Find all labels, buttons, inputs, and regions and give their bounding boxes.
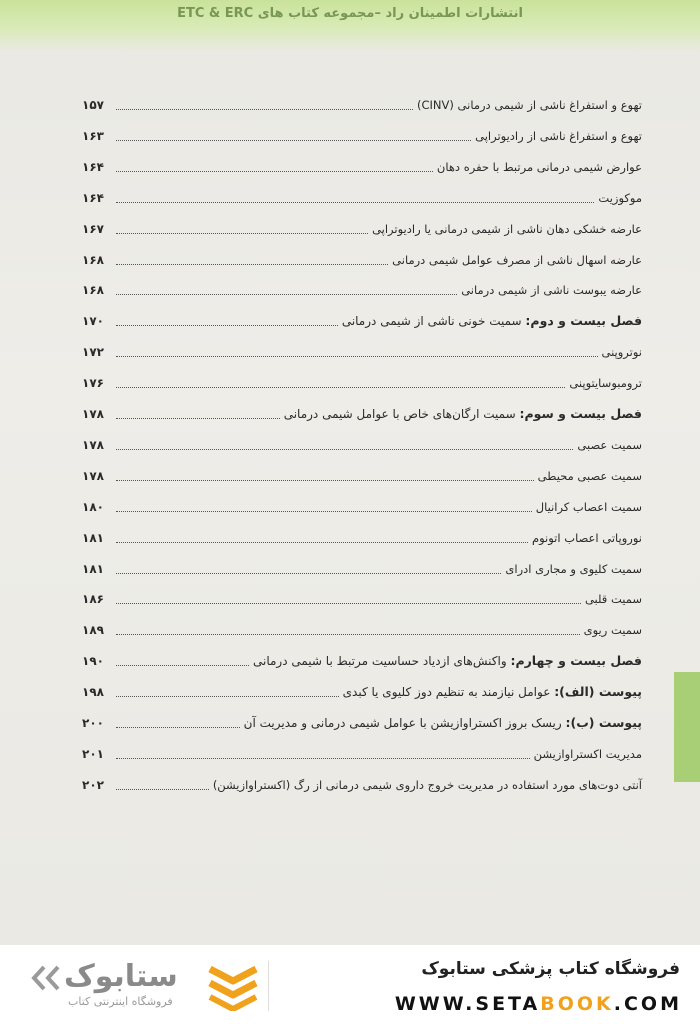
- toc-entry-title: [417, 98, 642, 114]
- entry-text: سمیت اعصاب کرانیال: [535, 500, 642, 514]
- toc-page-number: ۱۷۸: [82, 407, 104, 421]
- entry-text: نوتروپنی: [601, 345, 642, 359]
- entry-text: عوامل نیازمند به تنظیم دوز کلیوی یا کبدی: [342, 685, 555, 699]
- dot-leader: [116, 325, 338, 326]
- toc-entry[interactable]: [82, 772, 642, 794]
- toc-entry-title: [569, 376, 642, 392]
- toc-page-number: ۱۶۴: [82, 160, 104, 174]
- footer-divider: [268, 961, 269, 1011]
- entry-text: مدیریت اکستراوازیشن: [533, 747, 642, 761]
- toc-page-number: ۱۸۹: [82, 623, 104, 637]
- entry-text: سمیت عصبی: [577, 438, 642, 452]
- entry-text: ریسک بروز اکستراوازیشن با عوامل شیمی درمانی و مدیریت آن: [243, 716, 566, 730]
- toc-entry[interactable]: [82, 154, 642, 176]
- toc-page-number: ۱۸۶: [82, 592, 104, 606]
- chapter-label: فصل بیست و چهارم:: [510, 653, 642, 668]
- toc-entry[interactable]: [82, 525, 642, 547]
- toc-entry-title: [475, 129, 642, 145]
- dot-leader: [116, 140, 471, 141]
- toc-entry-title: [372, 222, 642, 238]
- store-footer: [0, 945, 700, 1024]
- entry-text: آنتی دوت‌های مورد استفاده در مدیریت خروج داروی شیمی درمانی از رگ (اکستراوازیشن): [212, 778, 642, 792]
- toc-entry-title: [461, 283, 642, 299]
- toc-entry-title: [392, 253, 642, 269]
- toc-page-number: ۱۶۷: [82, 222, 104, 236]
- setabook-logo[interactable]: [28, 957, 263, 1015]
- toc-page-number: ۱۷۲: [82, 345, 104, 359]
- toc-entry[interactable]: [82, 339, 642, 361]
- dot-leader: [116, 418, 280, 419]
- entry-text: عوارض شیمی درمانی مرتبط با حفره دهان: [436, 160, 642, 174]
- dot-leader: [116, 634, 580, 635]
- dot-leader: [116, 573, 501, 574]
- chapter-label: فصل بیست و سوم:: [519, 406, 642, 421]
- toc-page-number: ۱۸۱: [82, 562, 104, 576]
- chevrons-icon: [28, 963, 62, 993]
- toc-entry[interactable]: [82, 185, 642, 207]
- toc-page-number: ۱۷۰: [82, 314, 104, 328]
- entry-text: تهوع و استفراغ ناشی از شیمی درمانی (CINV): [417, 98, 642, 112]
- entry-text: ترومبوسایتوپنی: [569, 376, 642, 390]
- dot-leader: [116, 449, 573, 450]
- dot-leader: [116, 202, 594, 203]
- entry-text: عارضه اسهال ناشی از مصرف عوامل شیمی درمانی: [392, 253, 642, 267]
- logo-subtitle: فروشگاه اینترنتی کتاب: [68, 995, 173, 1008]
- toc-page-number: ۱۹۰: [82, 654, 104, 668]
- dot-leader: [116, 480, 534, 481]
- dot-leader: [116, 789, 209, 790]
- book-stack-icon: [206, 959, 260, 1011]
- toc-entry-title: [585, 592, 642, 608]
- store-name: فروشگاه کتاب پزشکی ستابوک: [421, 959, 680, 979]
- toc-page-number: ۱۸۰: [82, 500, 104, 514]
- toc-entry-title: [532, 531, 642, 547]
- dot-leader: [116, 171, 433, 172]
- toc-entry-title: [577, 438, 642, 454]
- store-url[interactable]: [395, 993, 682, 1015]
- logo-word: ستابوک: [64, 959, 178, 994]
- url-accent: BOOK: [540, 993, 614, 1015]
- toc-entry-title: [505, 562, 642, 578]
- toc-page-number: ۱۶۸: [82, 283, 104, 297]
- entry-text: عارضه خشکی دهان ناشی از شیمی درمانی یا رادیوتراپی: [372, 222, 642, 236]
- entry-text: تهوع و استفراغ ناشی از رادیوتراپی: [475, 129, 642, 143]
- toc-entry[interactable]: [82, 648, 642, 670]
- toc-entry-title: [253, 654, 642, 670]
- toc-entry[interactable]: [82, 432, 642, 454]
- chapter-label: فصل بیست و دوم:: [525, 313, 642, 328]
- toc-entry[interactable]: [82, 92, 642, 114]
- toc-entry-title: [598, 191, 642, 207]
- entry-text: سمیت کلیوی و مجاری ادرای: [505, 562, 642, 576]
- toc-entry-title: [584, 623, 642, 639]
- toc-entry[interactable]: [82, 401, 642, 423]
- toc-entry-title: [538, 469, 642, 485]
- toc-page-number: ۲۰۰: [82, 716, 104, 730]
- toc-page-number: ۱۶۴: [82, 191, 104, 205]
- toc-page-number: ۱۶۳: [82, 129, 104, 143]
- entry-text: سمیت عصبی محیطی: [537, 469, 642, 483]
- dot-leader: [116, 233, 368, 234]
- dot-leader: [116, 511, 532, 512]
- toc-entry-title: [602, 345, 643, 361]
- entry-text: نوروپاتی اعصاب اتونوم: [531, 531, 642, 545]
- dot-leader: [116, 603, 581, 604]
- toc-entry[interactable]: [82, 741, 642, 763]
- toc-page-number: ۱۷۶: [82, 376, 104, 390]
- entry-text: موکوزیت: [598, 191, 642, 205]
- toc-page-number: ۱۹۸: [82, 685, 104, 699]
- toc-entry[interactable]: [82, 679, 642, 701]
- dot-leader: [116, 665, 249, 666]
- toc-entry[interactable]: [82, 617, 642, 639]
- chapter-label: پیوست (ب):: [565, 715, 642, 730]
- toc-entry-title: [213, 778, 642, 794]
- dot-leader: [116, 696, 339, 697]
- toc-entry[interactable]: [82, 123, 642, 145]
- toc-page-number: ۲۰۲: [82, 778, 104, 792]
- toc-entry[interactable]: [82, 308, 642, 330]
- entry-text: سمیت ارگان‌های خاص با عوامل شیمی درمانی: [283, 407, 520, 421]
- running-header: انتشارات اطمینان راد –مجموعه کتاب های ETC & ERC: [177, 6, 523, 21]
- entry-text: واکنش‌های ازدیاد حساسیت مرتبط با شیمی درمانی: [252, 654, 511, 668]
- toc-entry-title: [342, 314, 642, 330]
- toc-entry[interactable]: [82, 463, 642, 485]
- toc-page-number: ۱۷۸: [82, 438, 104, 452]
- toc-entry[interactable]: [82, 247, 642, 269]
- toc-entry-title: [244, 716, 642, 732]
- toc-entry-title: [284, 407, 642, 423]
- dot-leader: [116, 109, 413, 110]
- dot-leader: [116, 356, 598, 357]
- url-suffix: .COM: [613, 993, 682, 1015]
- entry-text: سمیت خونی ناشی از شیمی درمانی: [341, 314, 526, 328]
- toc-page-number: ۱۵۷: [82, 98, 104, 112]
- toc-entry-title: [437, 160, 642, 176]
- dot-leader: [116, 727, 240, 728]
- entry-text: عارضه یبوست ناشی از شیمی درمانی: [461, 283, 642, 297]
- toc-entry[interactable]: [82, 494, 642, 516]
- dot-leader: [116, 758, 530, 759]
- toc-page-number: ۱۸۱: [82, 531, 104, 545]
- dot-leader: [116, 294, 457, 295]
- entry-text: سمیت ریوی: [583, 623, 642, 637]
- toc-entry[interactable]: [82, 277, 642, 299]
- toc-entry[interactable]: [82, 216, 642, 238]
- toc-entry-title: [536, 500, 642, 516]
- toc-page-number: ۱۷۸: [82, 469, 104, 483]
- dot-leader: [116, 542, 528, 543]
- toc-entry[interactable]: [82, 370, 642, 392]
- toc-entry[interactable]: [82, 556, 642, 578]
- dot-leader: [116, 264, 388, 265]
- toc-entry-title: [343, 685, 642, 701]
- toc-page-number: ۱۶۸: [82, 253, 104, 267]
- toc-entry[interactable]: [82, 586, 642, 608]
- entry-text: سمیت قلبی: [584, 592, 642, 606]
- toc-entry-title: [534, 747, 642, 763]
- dot-leader: [116, 387, 565, 388]
- toc-page-number: ۲۰۱: [82, 747, 104, 761]
- toc-entry[interactable]: [82, 710, 642, 732]
- chapter-label: پیوست (الف):: [554, 684, 642, 699]
- url-prefix: WWW.SETA: [394, 993, 541, 1015]
